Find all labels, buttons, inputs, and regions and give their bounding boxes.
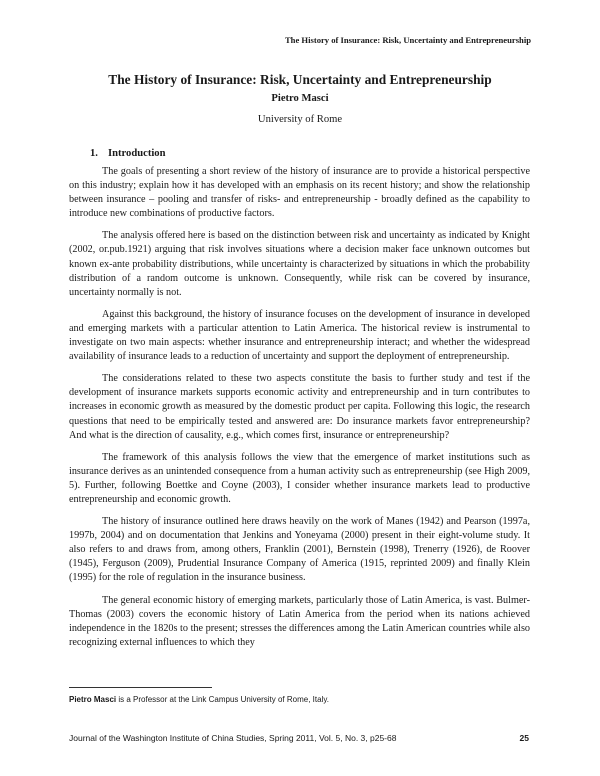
body-text — [69, 165, 530, 658]
footnote — [69, 695, 329, 704]
section-number: 1. — [90, 148, 98, 159]
author-name: Pietro Masci — [271, 93, 329, 104]
page-number: 25 — [519, 733, 529, 743]
paragraph-3: Against this background, the history of insurance focuses on the development of insurance in developed and emerging markets with a particular attention to Latin America. The historical review is instrumental to investigate on two main aspects: whether insurance and entrepreneurship interact; and whether the widespread availability of insurance leads to a reduction of uncertainty and support the deployment of entrepreneurship. — [69, 308, 530, 363]
footnote-text: is a Professor at the Link Campus University of Rome, Italy. — [116, 695, 329, 704]
paper-title: The History of Insurance: Risk, Uncertainty and Entrepreneurship — [108, 72, 492, 87]
paragraph-6: The history of insurance outlined here draws heavily on the work of Manes (1942) and Pearson (1997a, 1997b, 2004) and on documentation that Jenkins and Yoneyama (2000) present in their eight-volume study. It also refers to and draws from, among others, Franklin (2001), Bernstein (1998), Trenerry (1926), de Roover (1945), Ferguson (2009), Prudential Insurance Company of America (1915, reprinted 2009) and finally Klein (1995) for the role of regulation in the insurance business. — [69, 516, 530, 584]
paragraph-4: The considerations related to these two aspects constitute the basis to further study and test if the development of insurance markets supports economic activity and entrepreneurship and in turn contributes to increases in economic growth as measured by the domestic product per capita. Following this logic, the research questions that need to be empirically tested and answered are: Do insurance markets favor entrepreneurship? And what is the direction of causality, e.g., which comes first, insurance or entrepreneurship? — [69, 373, 530, 441]
footnote-divider — [69, 687, 212, 688]
section-title: Introduction — [108, 148, 166, 159]
author-affiliation: University of Rome — [257, 114, 343, 125]
paragraph-2: The analysis offered here is based on the distinction between risk and uncertainty as indicated by Knight (2002, or.pub.1921) arguing that risk involves situations where a decision maker face unknown outcomes but known ex-ante probability distributions, while uncertainty is characterized by situations in which the probability distribution of a random outcome is unknown. Consequently, while risk can be covered by insurance, uncertainty normally is not. — [69, 230, 530, 298]
footnote-author: Pietro Masci — [69, 695, 117, 704]
paragraph-7: The general economic history of emerging markets, particularly those of Latin America, is vast. Bulmer-Thomas (2003) covers the economic history of Latin America from the period when its nations achieved independence in the 1820s to the present; stresses the differences among the Latin American countries while also recognizing external influences to which they — [69, 594, 530, 648]
section-heading — [90, 148, 166, 159]
paragraph-1: The goals of presenting a short review of the history of insurance are to provide a historical perspective on this industry; explain how it has developed with an emphasis on its recent history; and show the relationship between insurance – pooling and transfer of risks- and entrepreneurship - broadly defined as the capability to introduce new combinations of productive factors. — [69, 166, 530, 220]
paragraph-5: The framework of this analysis follows the view that the emergence of market institutions such as insurance derives as an unintended consequence from a human activity such as entrepreneurship (see High 2009, 5). Further, following Boettke and Coyne (2003), I consider whether insurance markets lead to productive entrepreneurship and economic growth. — [69, 451, 530, 505]
running-head: The History of Insurance: Risk, Uncertainty and Entrepreneurship — [284, 35, 531, 45]
journal-citation: Journal of the Washington Institute of China Studies, Spring 2011, Vol. 5, No. 3, p25-68 — [69, 733, 397, 743]
